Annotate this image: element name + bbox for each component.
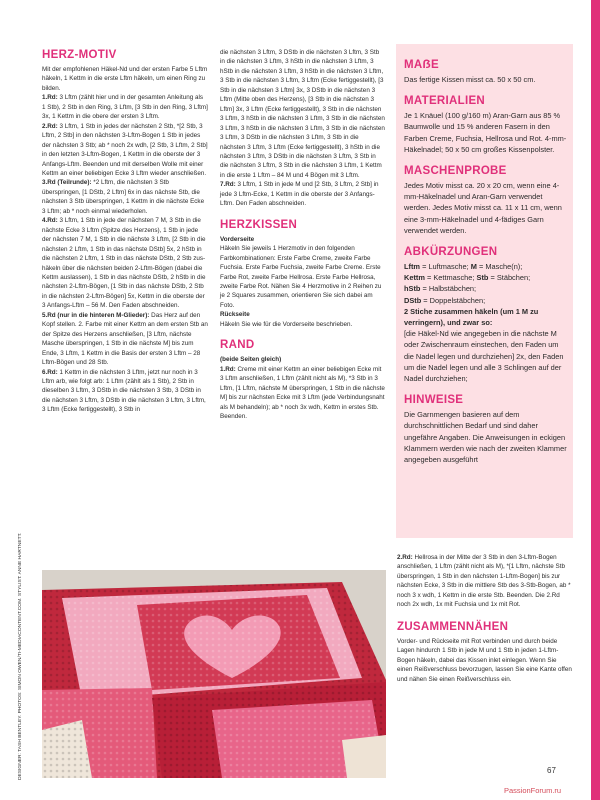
round-6-continued: die nächsten 3 Lftm, 3 DStb in die nächsten 3 Lftm, 3 Stb in die nächsten 3 Lftm, 3 hStb in die nächsten 3 Lftm, 3 hStb in die nächsten 3 Lftm, 3 hStb in die nächsten 3 Lftm, 3 Stb in die nächsten 3 Lftm, 3 Lftm (Ecke fertiggestellt), [3 Stb in die nächsten 3 Lftm] 3x, 3 DStb in die nächsten 3 Lftm (Mitte oben des Herzens), [3 Stb in die nächsten 3 Lftm] 3x, 3 Lftm (Ecke fertiggestellt), 3 Stb in die nächsten 3 Lftm, 3 hStb in die nächsten 3 Lftm, 3 Stb in die nächsten 3 Lftm, 3 hStb in die nächsten 3 Lftm, 3 Stb in die nächsten 3 Lftm, 3 DStb in die nächsten 3 Lftm, 3 Stb in die nächsten 3 Lftm, 3 Lftm (Ecke fertiggestellt), 3 hStb in die nächsten 3 Lftm, 3 DStb in die nächsten 3 Lftm, 3 Stb in die nächsten 3 Lftm, 3 Stb in die nächsten 3 Lftm, 1 Kettm in die erste 1 Lftm – 84 M und 4 Bögen mit 3 Lftm. (220, 49, 385, 179)
round-1: 1.Rd: 3 Lftm (zählt hier und in der gesamten Anleitung als 1 Stb), 2 Stb in den Ring, 3 Lftm, [3 Stb in den Ring, 3 Lftm] 3x, 1 Kettm in die obere der ersten 3 Lftm. (42, 94, 208, 121)
herz-motiv-heading: HERZ-MOTIV (42, 49, 117, 61)
rand-subtitle: (beide Seiten gleich) (220, 356, 282, 364)
vorderseite-text: Häkeln Sie jeweils 1 Herzmotiv in den folgenden Farbkombinationen: Erste Farbe Creme, zweite Farbe Fuchsia. Erste Farbe Fuchsia, zweite Farbe Creme. Erste Farbe Rot, zweite Farbe Hellrosa. Erste Farbe Hellrosa, zweite Farbe Rot. Nähen Sie 4 Herzmotive in 2 Reihen zu je 2 Squares zusammen, orientieren Sie sich dabei am Foto. (220, 245, 382, 309)
abbreviation-line: Kettm = Kettmasche; Stb = Stäbchen; (404, 273, 531, 283)
materialien-text: Je 1 Knäuel (100 g/160 m) Aran-Garn aus 85 % Baumwolle und 15 % anderen Fasern in den Farben Creme, Fuchsia, Hellrosa und Rot. 4-mm-Häkelnadel; 50 x 50 cm großes Kissenpolster. (404, 111, 567, 154)
watermark: PassionForum.ru (504, 786, 562, 795)
crochet-cushion-image (42, 570, 386, 778)
info-sidebar (396, 44, 573, 538)
round-4: 4.Rd: 3 Lftm, 1 Stb in jede der nächsten 7 M, 3 Stb in die nächste Ecke 3 Lftm (Spitze des Herzens), 1 Stb in jede der nächsten 7 M, 1 Stb in die nächste 3 Lftm, [2 Stb in die nächsten 2 Lftm, 1 Stb in das nächste DStb] 5x, 2 hStb in die nächsten 2 Lftm, 1 Stb in das nächste DStb, 2 Stb zus-häkeln über die nächsten beiden 2-Lftm-Bögen (dabei die Kettm auslassen), 1 Stb in das nächste DStb, 2 hStb in die nächsten 2-Lftm-Bögen, [1 Stb in das nächste DStb, 2 Stb in die nächsten 2-Lftm-Bögen] 5x, Kettm in die oberste der 3 Anfangs-Lftm – 56 M. Den Faden abschneiden. (42, 217, 206, 310)
round-7: 7.Rd: 3 Lftm, 1 Stb in jede M und [2 Stb, 3 Lftm, 2 Stb] in jede 3 Lftm-Ecke, 1 Kettm in die oberste der 3 Anfangs-Lftm. Den Faden abschneiden. (220, 181, 379, 208)
round-5: 5.Rd (nur in die hinteren M-Glieder): Das Herz auf den Kopf stellen. 2. Farbe mit einer Kettm an dem ersten Stb an der Spitze des Herzens anschließen, [3 Lftm, nächste Masche überspringen, 1 Stb in die nächste M] bis zum Ende, 3 Lftm, 1 Kettm in die Basis der ersten 3 Lftm – 28 Lftm-Bögen und 28 Stb. (42, 311, 208, 367)
rueckseite-label: Rückseite (220, 311, 250, 319)
herz-intro: Mit der empfohlenen Häkel-Nd und der ersten Farbe 5 Lftm häkeln, 1 Kettm in die erste Lftm häkeln, um einen Ring zu bilden. (42, 66, 208, 92)
column-right (397, 553, 573, 684)
round-6: 6.Rd: 1 Kettm in die nächsten 3 Lftm, jetzt nur noch in 3 Lftm arb, wie folgt arb: 1 Lftm (zählt als 1 Stb), 2 Stb in dieselben 3 Lftm, 3 DStb in die nächsten 3 Stb, 3 DStb in die nächsten 3 Lftm, 3 DStb in die nächsten 3 Lftm, 3 Lftm, 3 Lftm (Ecke fertiggestellt), 3 Stb in (42, 368, 206, 414)
zusammennaehen-text: Vorder- und Rückseite mit Rot verbinden und durch beide Lagen hindurch 1 Stb in jede M und 1 Stb in jeden 1-Lftm-Bogen häkeln, dabei das Kissen inlet einlegen. Wenn Sie einen Reißverschluss bevorzugen, lassen Sie eine Kante offen und nähen Sie einen Reißverschluss ein. (397, 637, 572, 683)
round-2: 2.Rd: 3 Lftm, 1 Stb in jedes der nächsten 2 Stb, *[2 Stb, 3 Lftm, 2 Stb] in den nächsten 3-Lftm-Bogen 1 Stb in jedes der nächsten 3 Stb; ab * noch 2x wdh, [2 Stb, 3 Lftm, 2 Stb] in den letzten 3-Lftm-Bogen, 1 Kettm in die oberste der 3 Anfangs-Lftm. Beenden und mit derselben Wolle mit einer Kettm an einer beliebigen Ecke 3 Lftm wieder anschließen. (42, 122, 208, 177)
maschenprobe-heading: MASCHENPROBE (404, 165, 507, 178)
zusammen-haekeln-text: [die Häkel-Nd wie angegeben in die nächste M oder Zwischenraum einstechen, den Faden um die Nadel legen und durchziehen] 2x, den Faden um die Nadel legen und alle 3 Schlingen auf der Nadel durchziehen; (404, 329, 564, 384)
page-edge-bar (591, 0, 600, 800)
abbreviation-line: hStb = Halbstäbchen; (404, 284, 477, 294)
round-3: 3.Rd (Teilrunde): *2 Lftm, die nächsten 3 Stb überspringen, [1 DStb, 2 Lftm] 6x in das nächste Stb, die nächsten 3 Stb überspringen, 1 Kettm in die nächste Ecke 3 Lftm; ab * noch einmal wiederholen. (42, 179, 205, 215)
maschenprobe-text: Jedes Motiv misst ca. 20 x 20 cm, wenn eine 4-mm-Häkelnadel und Aran-Garn verwendet werden. Jedes Motiv misst ca. 11 x 11 cm, wenn eine 3-mm-Häkelnadel und 4-fädiges Garn verwendet werden. (404, 181, 562, 235)
masse-text: Das fertige Kissen misst ca. 50 x 50 cm. (404, 75, 536, 84)
column-middle (220, 48, 385, 421)
herzkissen-heading: HERZKISSEN (220, 218, 298, 231)
materialien-heading: MATERIALIEN (404, 95, 486, 108)
vorderseite-label: Vorderseite (220, 235, 255, 243)
abbreviation-line: DStb = Doppelstäbchen; (404, 295, 486, 305)
masse-heading: MAẞE (404, 59, 439, 71)
abkuerzungen-heading: ABKÜRZUNGEN (404, 246, 498, 259)
hinweise-heading: HINWEISE (404, 394, 464, 407)
rueckseite-text: Häkeln Sie wie für die Vorderseite beschrieben. (220, 320, 353, 328)
zusammen-haekeln-title: 2 Stiche zusammen häkeln (um 1 M zu verringern), und zwar so: (404, 306, 539, 328)
hinweise-text: Die Garnmengen basieren auf dem durchschnittlichen Bedarf und sind daher ungefähre Angaben. Die Anweisungen in eckigen Klammern werden wie nach der zweiten Klammer angegeben ausgeführt (404, 410, 567, 465)
rand-round-1: 1.Rd: Creme mit einer Kettm an einer beliebigen Ecke mit 3 Lftm anschließen, 1 Lftm (zählt nicht als M), *3 Stb in 3 Lftm, [1 Lftm, nächste M überspringen, 1 Stb in die nächste M] bis zur nächsten Ecke mit 3 Lftm (jede Verbindungsnaht als M behandeln); ab * noch 3x wdh, Kettm in erstes Stb. Beenden. (220, 365, 385, 420)
column-left (42, 48, 208, 415)
zusammennaehen-heading: ZUSAMMENNÄHEN (397, 620, 509, 633)
photo-credit: DESIGNER: TASH BENTLEY. PHOTOS: SIMON OWEN/TI-MEDIACONTENT.COM. STYLIST: ANNE HARTNETT. (18, 532, 23, 780)
abbreviation-line: Lftm = Luftmasche; M = Masche(n); (404, 262, 523, 272)
page-number: 67 (547, 766, 556, 775)
rand-heading: RAND (220, 339, 255, 352)
cushion-photo (42, 570, 386, 778)
rand-round-2: 2.Rd: Hellrosa in der Mitte der 3 Stb in den 3-Lftm-Bogen anschließen, 1 Lftm (zählt nicht als M), *[1 Lftm, nächste Stb überspringen, 1 Stb in den nächsten 1-Lftm-Bogen] bis zur nächsten Ecke, 3 Stb in die mittlere Stb des 3-Stb-Bogen, ab * noch 3 x wdh, 1 Kettm in die erste Stb. Beenden. Die 2.Rd noch 2x wdh, 1x mit Fuchsia und 1x mit Rot. (397, 554, 571, 609)
